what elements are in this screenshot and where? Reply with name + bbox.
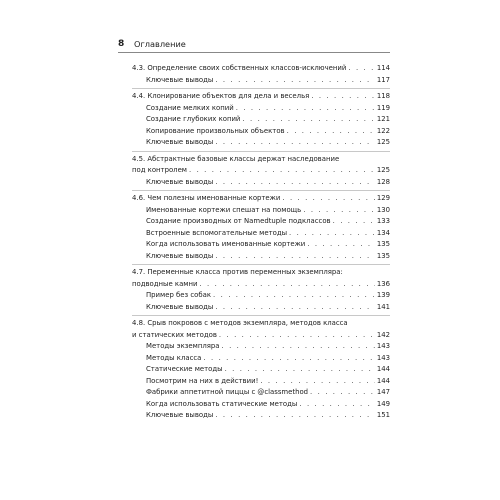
toc-subentry-title: Когда использовать именованные кортежи bbox=[146, 240, 306, 248]
toc-subentry[interactable] bbox=[132, 410, 390, 422]
toc-subentry[interactable] bbox=[132, 387, 390, 399]
running-header bbox=[118, 36, 390, 52]
dot-leader bbox=[222, 341, 375, 353]
toc-page-number: 144 bbox=[376, 376, 390, 385]
toc-subentry-title: Методы экземпляра bbox=[146, 342, 220, 350]
toc-section bbox=[132, 267, 390, 313]
toc-subentry-title: Ключевые выводы bbox=[146, 302, 214, 311]
dot-leader bbox=[299, 399, 374, 411]
toc-subentry[interactable] bbox=[132, 341, 390, 353]
toc-page-number: 151 bbox=[376, 411, 390, 419]
toc-page-number: 147 bbox=[376, 388, 390, 396]
dot-leader bbox=[189, 165, 375, 177]
toc-page-number: 117 bbox=[376, 75, 390, 84]
toc-page-number: 149 bbox=[376, 399, 390, 408]
dot-leader bbox=[310, 387, 375, 399]
toc-page-number: 143 bbox=[376, 353, 390, 362]
dot-leader bbox=[215, 75, 375, 87]
toc-page-number: 141 bbox=[376, 302, 390, 311]
toc-subentry-title: Создание глубоких копий bbox=[146, 115, 241, 123]
dot-leader bbox=[260, 376, 375, 388]
page-number: 8 bbox=[118, 39, 125, 49]
toc-subentry[interactable] bbox=[132, 177, 390, 189]
section-divider bbox=[132, 88, 390, 89]
toc-section bbox=[132, 91, 390, 149]
dot-leader bbox=[213, 290, 375, 302]
section-divider bbox=[132, 264, 390, 265]
dot-leader bbox=[333, 216, 375, 228]
toc-subentry-title: Ключевые выводы bbox=[146, 411, 214, 419]
toc-entry[interactable] bbox=[132, 330, 390, 342]
toc-subentry-title: Пример без собак bbox=[146, 291, 212, 299]
toc-subentry[interactable] bbox=[132, 364, 390, 376]
toc-subentry-title: Методы класса bbox=[146, 353, 202, 362]
toc-subentry[interactable] bbox=[132, 399, 390, 411]
toc-page-number: 134 bbox=[376, 228, 390, 237]
toc-section bbox=[132, 318, 390, 422]
toc-subentry[interactable] bbox=[132, 353, 390, 365]
dot-leader bbox=[287, 126, 375, 138]
toc-entry-title: 4.5. Абстрактные базовые классы держат наследование bbox=[132, 154, 340, 163]
toc-subentry-title: Встроенные вспомогательные методы bbox=[146, 228, 288, 237]
toc-entry[interactable] bbox=[132, 165, 390, 177]
toc-page-number: 136 bbox=[376, 279, 390, 288]
toc-subentry[interactable] bbox=[132, 114, 390, 126]
toc-subentry[interactable] bbox=[132, 290, 390, 302]
toc-entry-title: и статических методов bbox=[132, 330, 217, 339]
toc-subentry[interactable] bbox=[132, 302, 390, 314]
dot-leader bbox=[242, 114, 374, 126]
toc-section bbox=[132, 63, 390, 86]
toc-page-number: 128 bbox=[376, 177, 390, 186]
toc-page-number: 121 bbox=[376, 115, 390, 123]
section-divider bbox=[132, 315, 390, 316]
toc-subentry[interactable] bbox=[132, 205, 390, 217]
toc-page-number: 144 bbox=[376, 365, 390, 373]
toc-page-number: 125 bbox=[376, 138, 390, 146]
toc-entry[interactable] bbox=[132, 193, 390, 205]
toc-subentry-title: Когда использовать статические методы bbox=[146, 399, 298, 408]
toc-page-number: 118 bbox=[376, 92, 390, 100]
dot-leader bbox=[215, 251, 375, 263]
section-divider bbox=[132, 151, 390, 152]
toc-page-number: 119 bbox=[376, 103, 390, 112]
toc-page-number: 143 bbox=[376, 342, 390, 350]
dot-leader bbox=[303, 205, 375, 217]
toc-page-number: 135 bbox=[376, 240, 390, 248]
toc-entry-title: под контролем bbox=[132, 166, 188, 174]
toc-subentry[interactable] bbox=[132, 251, 390, 263]
header-title: Оглавление bbox=[134, 39, 186, 49]
toc-entry[interactable] bbox=[132, 63, 390, 75]
toc-entry[interactable] bbox=[132, 267, 390, 279]
toc-page-number: 130 bbox=[376, 205, 390, 214]
dot-leader bbox=[199, 279, 374, 291]
toc-page-number: 125 bbox=[376, 166, 390, 174]
toc-subentry[interactable] bbox=[132, 103, 390, 115]
toc-entry[interactable] bbox=[132, 154, 390, 166]
toc-page-number: 114 bbox=[376, 64, 390, 72]
header-rule bbox=[118, 52, 390, 53]
dot-leader bbox=[215, 302, 375, 314]
dot-leader bbox=[215, 177, 375, 189]
dot-leader bbox=[236, 103, 375, 115]
toc-subentry-title: Именованные кортежи спешат на помощь bbox=[146, 205, 302, 214]
toc-page-number: 139 bbox=[376, 291, 390, 299]
dot-leader bbox=[282, 193, 374, 205]
toc-subentry[interactable] bbox=[132, 216, 390, 228]
toc-page-number: 129 bbox=[376, 194, 390, 202]
toc-entry-title: 4.7. Переменные класса против переменных экземпляра: bbox=[132, 268, 343, 276]
toc-subentry-title: Ключевые выводы bbox=[146, 177, 214, 186]
toc-subentry-title: Статические методы bbox=[146, 365, 223, 373]
toc-subentry[interactable] bbox=[132, 239, 390, 251]
toc-entry[interactable] bbox=[132, 318, 390, 330]
toc-subentry[interactable] bbox=[132, 75, 390, 87]
toc-section bbox=[132, 154, 390, 189]
toc-subentry-title: Создание производных от Namedtuple подклассов bbox=[146, 217, 331, 225]
toc-page-number: 135 bbox=[376, 251, 390, 260]
dot-leader bbox=[225, 364, 375, 376]
toc-entry-title: 4.4. Клонирование объектов для дела и веселья bbox=[132, 92, 310, 100]
toc-subentry-title: Создание мелких копий bbox=[146, 103, 234, 112]
toc-subentry-title: Фабрики аппетитной пиццы с @classmethod bbox=[146, 388, 309, 396]
dot-leader bbox=[289, 228, 375, 240]
toc-entry-title: 4.8. Срыв покровов с методов экземпляра, методов класса bbox=[132, 319, 348, 327]
toc-subentry[interactable] bbox=[132, 376, 390, 388]
toc-page-number: 133 bbox=[376, 217, 390, 225]
table-of-contents bbox=[132, 63, 390, 424]
toc-subentry[interactable] bbox=[132, 137, 390, 149]
dot-leader bbox=[215, 410, 375, 422]
dot-leader bbox=[307, 239, 375, 251]
dot-leader bbox=[203, 353, 374, 365]
dot-leader bbox=[348, 63, 374, 75]
toc-entry[interactable] bbox=[132, 91, 390, 103]
dot-leader bbox=[219, 330, 375, 342]
dot-leader bbox=[311, 91, 375, 103]
toc-entry-title: 4.6. Чем полезны именованные кортежи bbox=[132, 194, 281, 202]
toc-subentry-title: Копирование произвольных объектов bbox=[146, 126, 285, 135]
toc-subentry-title: Ключевые выводы bbox=[146, 138, 214, 146]
section-divider bbox=[132, 190, 390, 191]
toc-subentry-title: Ключевые выводы bbox=[146, 251, 214, 260]
toc-entry-title: 4.3. Определение своих собственных классов-исключений bbox=[132, 64, 347, 72]
toc-entry[interactable] bbox=[132, 279, 390, 291]
toc-subentry[interactable] bbox=[132, 228, 390, 240]
toc-page-number: 142 bbox=[376, 330, 390, 339]
toc-subentry-title: Посмотрим на них в действии! bbox=[146, 376, 259, 385]
toc-section bbox=[132, 193, 390, 262]
dot-leader bbox=[215, 137, 375, 149]
toc-entry-title: подводные камни bbox=[132, 279, 198, 288]
toc-subentry-title: Ключевые выводы bbox=[146, 75, 214, 84]
toc-page-number: 122 bbox=[376, 126, 390, 135]
toc-subentry[interactable] bbox=[132, 126, 390, 138]
